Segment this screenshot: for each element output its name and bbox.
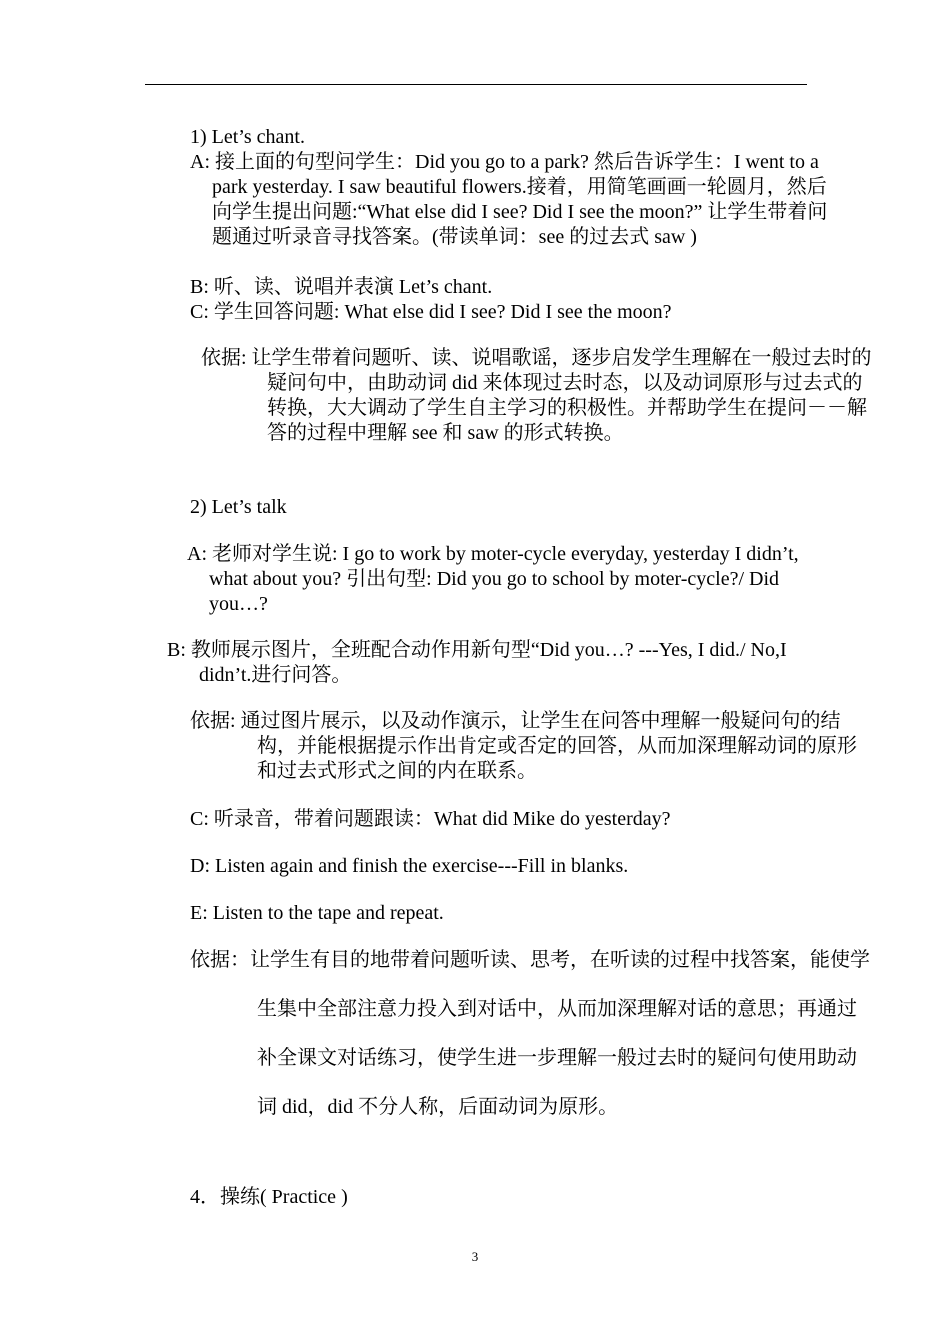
practice-heading: 4．操练( Practice )	[190, 1186, 348, 1208]
talk-step-e: E: Listen to the tape and repeat.	[190, 902, 444, 924]
talk-step-d: D: Listen again and finish the exercise---Fill in blanks.	[190, 855, 629, 877]
chant-basis: 依据: 让学生带着问题听、读、说唱歌谣，逐步启发学生理解在一般过去时的疑问句中，由助动词 did 来体现过去时态，以及动词原形与过去式的转换，大大调动了学生自主学习的积极性。并帮助学生在提问－－解答的过程中理解 see 和 saw 的形式转换。	[201, 347, 872, 444]
page-number: 3	[471, 1249, 479, 1264]
talk-basis-2: 依据：让学生有目的地带着问题听读、思考，在听读的过程中找答案，能使学生集中全部注意力投入到对话中，从而加深理解对话的意思；再通过补全课文对话练习，使学生进一步理解一般过去时的疑问句使用助动词 did，did 不分人称，后面动词为原形。	[190, 949, 870, 1118]
talk-step-a: A: 老师对学生说: I go to work by moter-cycle everyday, yesterday I didn’t, what about you? 引出句型: Did you go to school by moter-cycle?/ Did you…?	[187, 543, 799, 615]
talk-heading: 2) Let’s talk	[190, 496, 287, 518]
talk-basis-1: 依据: 通过图片展示，以及动作演示，让学生在问答中理解一般疑问句的结构，并能根据提示作出肯定或否定的回答，从而加深理解动词的原形和过去式形式之间的内在联系。	[190, 710, 857, 782]
chant-step-c: C: 学生回答问题: What else did I see? Did I see the moon?	[190, 301, 672, 323]
talk-step-c: C: 听录音，带着问题跟读：What did Mike do yesterday?	[190, 808, 671, 830]
chant-step-a: A: 接上面的句型问学生：Did you go to a park? 然后告诉学生：I went to a park yesterday. I saw beautiful flowers.接着，用简笔画画一轮圆月，然后向学生提出问题:“What else did I see? Did I see the moon?” 让学生带着问题通过听录音寻找答案。(带读单词：see 的过去式 saw )	[190, 151, 828, 248]
talk-step-b: B: 教师展示图片，全班配合动作用新句型“Did you…? ---Yes, I did./ No,I didn’t.进行问答。	[167, 639, 787, 686]
chant-step-b: B: 听、读、说唱并表演 Let’s chant.	[190, 276, 493, 298]
chant-heading: 1) Let’s chant.	[190, 126, 305, 148]
header-rule	[145, 84, 807, 85]
